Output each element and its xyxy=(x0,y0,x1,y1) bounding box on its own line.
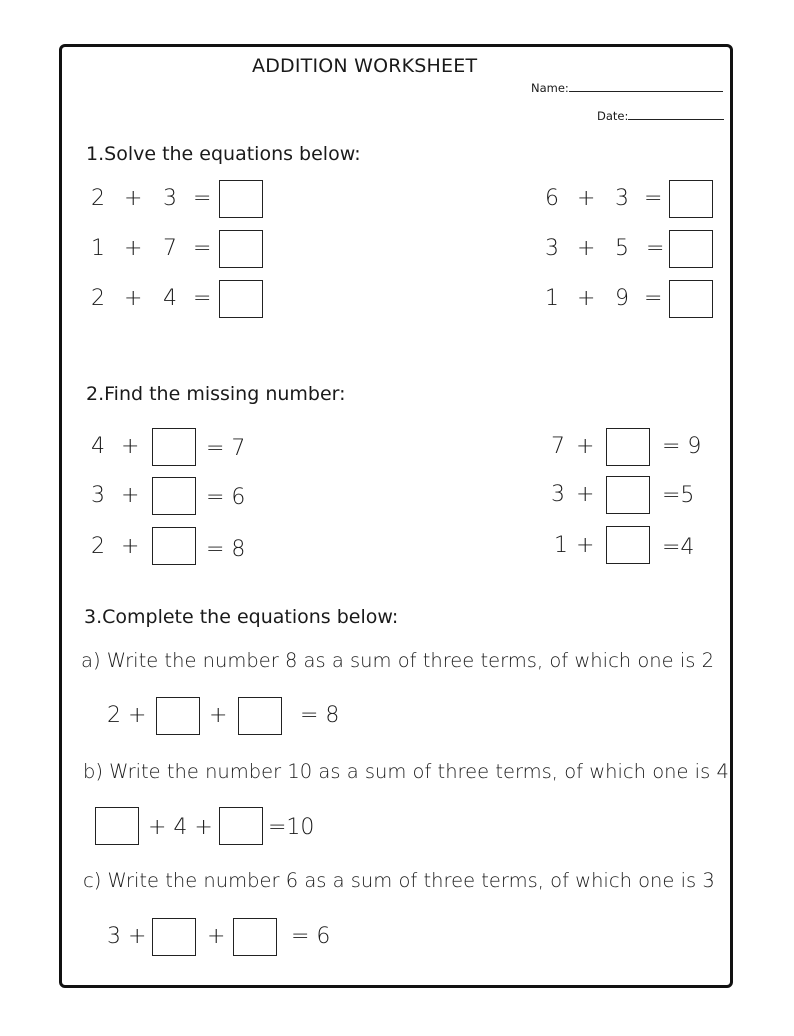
s2-left-row1-result: = 7 xyxy=(206,436,246,461)
s1-right-row2-a: 3 xyxy=(545,236,559,261)
s1-left-row2-eq: = xyxy=(193,236,212,261)
s3c-prefix: 3 + xyxy=(107,924,147,949)
s1-left-row1-op: + xyxy=(124,186,143,211)
name-label: Name: xyxy=(531,81,569,95)
missing-number-box[interactable] xyxy=(606,526,650,564)
s3c-mid: + xyxy=(207,924,226,949)
s2-left-row3-a: 2 xyxy=(91,534,105,559)
answer-box[interactable] xyxy=(219,230,263,268)
s1-left-row1-eq: = xyxy=(193,186,212,211)
s1-right-row1-a: 6 xyxy=(545,186,559,211)
missing-number-box[interactable] xyxy=(152,428,196,466)
s1-right-row1-eq: = xyxy=(644,186,663,211)
s2-right-row3-op: + xyxy=(576,533,595,558)
s2-left-row2-op: + xyxy=(121,483,140,508)
s1-right-row3-b: 9 xyxy=(615,286,629,311)
s1-right-row2-b: 5 xyxy=(615,236,629,261)
section1-heading: 1.Solve the equations below: xyxy=(86,143,361,165)
term-box[interactable] xyxy=(95,807,139,845)
missing-number-box[interactable] xyxy=(606,476,650,514)
missing-number-box[interactable] xyxy=(152,527,196,565)
s1-right-row1-b: 3 xyxy=(615,186,629,211)
s2-right-row2-result: =5 xyxy=(662,483,695,508)
s1-left-row2-b: 7 xyxy=(163,236,177,261)
s2-right-row1-a: 7 xyxy=(551,434,565,459)
s2-right-row1-result: = 9 xyxy=(662,434,702,459)
s3c-prompt: c) Write the number 6 as a sum of three terms, of which one is 3 xyxy=(83,869,715,892)
s3b-result: =10 xyxy=(268,815,315,840)
s3a-result: = 8 xyxy=(300,703,340,728)
s1-right-row3-op: + xyxy=(577,286,596,311)
section2-heading: 2.Find the missing number: xyxy=(86,383,346,405)
answer-box[interactable] xyxy=(669,280,713,318)
term-box[interactable] xyxy=(233,918,277,956)
s1-left-row1-b: 3 xyxy=(163,186,177,211)
section3-heading: 3.Complete the equations below: xyxy=(84,606,399,628)
worksheet-title: ADDITION WORKSHEET xyxy=(252,55,478,77)
s1-left-row2-a: 1 xyxy=(91,236,105,261)
term-box[interactable] xyxy=(238,697,282,735)
answer-box[interactable] xyxy=(669,180,713,218)
s1-right-row2-eq: = xyxy=(646,236,665,261)
s2-left-row1-a: 4 xyxy=(91,434,105,459)
date-line xyxy=(628,119,724,120)
s3c-result: = 6 xyxy=(291,924,331,949)
date-field xyxy=(597,109,724,123)
term-box[interactable] xyxy=(219,807,263,845)
s2-right-row3-result: =4 xyxy=(662,535,695,560)
s1-right-row2-op: + xyxy=(577,236,596,261)
s2-left-row3-op: + xyxy=(121,534,140,559)
s2-right-row2-op: + xyxy=(576,482,595,507)
s3b-mid: + 4 + xyxy=(148,815,213,840)
s1-right-row3-eq: = xyxy=(644,286,663,311)
s3a-mid: + xyxy=(209,703,228,728)
s1-left-row3-a: 2 xyxy=(91,286,105,311)
date-label: Date: xyxy=(597,109,629,123)
s2-right-row3-a: 1 xyxy=(554,533,568,558)
answer-box[interactable] xyxy=(219,180,263,218)
answer-box[interactable] xyxy=(219,280,263,318)
s3a-prompt: a) Write the number 8 as a sum of three terms, of which one is 2 xyxy=(81,649,715,672)
missing-number-box[interactable] xyxy=(606,428,650,466)
s3b-prompt: b) Write the number 10 as a sum of three terms, of which one is 4 xyxy=(83,760,729,783)
s2-right-row1-op: + xyxy=(576,434,595,459)
answer-box[interactable] xyxy=(669,230,713,268)
s1-left-row3-eq: = xyxy=(193,286,212,311)
name-field xyxy=(531,81,723,95)
s1-right-row3-a: 1 xyxy=(545,286,559,311)
s1-left-row2-op: + xyxy=(124,236,143,261)
s2-left-row2-result: = 6 xyxy=(206,485,246,510)
missing-number-box[interactable] xyxy=(152,477,196,515)
worksheet-border xyxy=(59,44,733,988)
s1-right-row1-op: + xyxy=(577,186,596,211)
s2-left-row3-result: = 8 xyxy=(206,537,246,562)
term-box[interactable] xyxy=(156,697,200,735)
s2-right-row2-a: 3 xyxy=(551,482,565,507)
s2-left-row1-op: + xyxy=(121,434,140,459)
term-box[interactable] xyxy=(152,918,196,956)
s1-left-row3-b: 4 xyxy=(163,286,177,311)
s1-left-row1-a: 2 xyxy=(91,186,105,211)
s1-left-row3-op: + xyxy=(124,286,143,311)
name-line xyxy=(569,91,723,92)
s3a-prefix: 2 + xyxy=(107,703,147,728)
s2-left-row2-a: 3 xyxy=(91,483,105,508)
